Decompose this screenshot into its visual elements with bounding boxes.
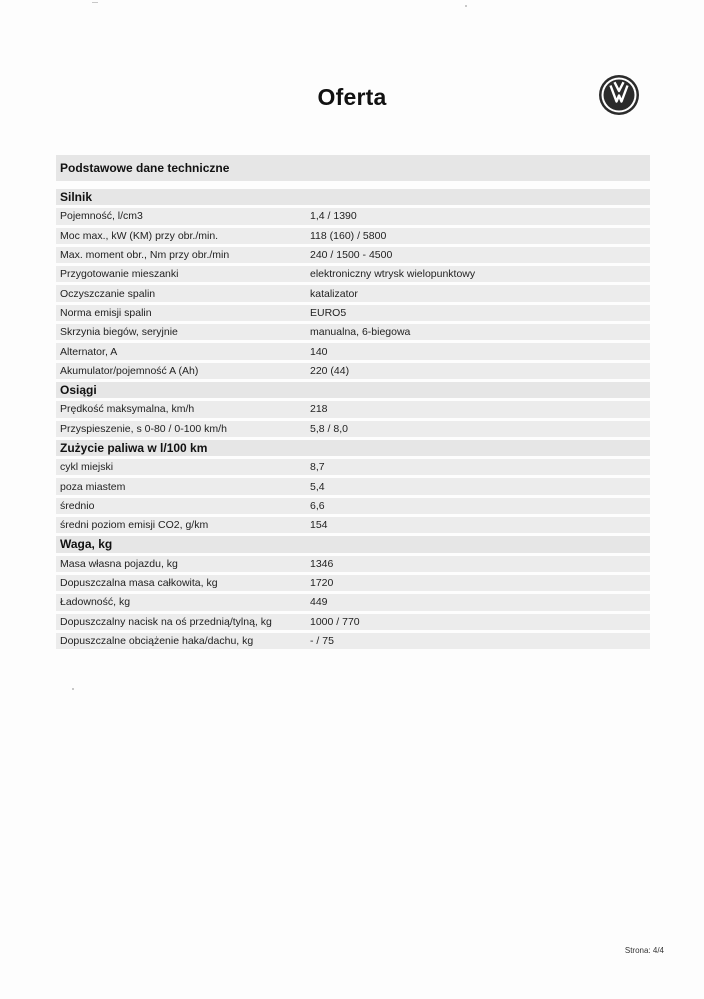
table-row: [56, 459, 650, 475]
spec-label: Dopuszczalne obciążenie haka/dachu, kg: [60, 634, 254, 647]
spec-value: 1720: [310, 577, 334, 590]
spec-label: Masa własna pojazdu, kg: [60, 557, 178, 570]
spec-table: [56, 155, 650, 652]
spec-label: średnio: [60, 499, 95, 512]
spec-value: 1000 / 770: [310, 615, 360, 628]
spec-value: 5,4: [310, 480, 325, 493]
spec-value: 220 (44): [310, 364, 350, 377]
spec-value: 5,8 / 8,0: [310, 422, 348, 435]
scan-speck: [72, 688, 74, 690]
spec-label: Moc max., kW (KM) przy obr./min.: [60, 229, 219, 242]
spec-value: 449: [310, 596, 328, 609]
table-row: [56, 324, 650, 340]
spec-label: Skrzynia biegów, seryjnie: [60, 326, 178, 339]
scan-speck: [92, 2, 98, 3]
table-row: [56, 633, 650, 649]
page-number: Strona: 4/4: [624, 946, 664, 955]
spec-label: średni poziom emisji CO2, g/km: [60, 519, 209, 532]
spec-value: EURO5: [310, 306, 347, 319]
spec-value: 118 (160) / 5800: [310, 229, 387, 242]
table-row: [56, 266, 650, 282]
spec-label: Ładowność, kg: [60, 596, 131, 609]
table-row: [56, 575, 650, 591]
spec-value: manualna, 6-biegowa: [310, 326, 411, 339]
spec-value: 1,4 / 1390: [310, 210, 357, 223]
spec-label: Pojemność, l/cm3: [60, 210, 143, 223]
table-row: [56, 305, 650, 321]
spec-value: 6,6: [310, 499, 325, 512]
spec-value: 1346: [310, 557, 334, 570]
section-title: Osiągi: [56, 382, 650, 398]
table-row: [56, 208, 650, 224]
spec-value: 154: [310, 519, 328, 532]
table-row: [56, 401, 650, 417]
section-title: Silnik: [56, 189, 650, 205]
scan-speck: [465, 5, 467, 7]
spec-label: Norma emisji spalin: [60, 306, 152, 319]
spec-value: 240 / 1500 - 4500: [310, 249, 393, 262]
table-row: [56, 228, 650, 244]
spec-label: Oczyszczanie spalin: [60, 287, 156, 300]
table-row: [56, 478, 650, 494]
page-title: Oferta: [317, 84, 387, 110]
spec-label: Przygotowanie mieszanki: [60, 268, 179, 281]
table-row: [56, 421, 650, 437]
table-row: [56, 498, 650, 514]
section-title: Waga, kg: [56, 536, 650, 552]
spec-value: 140: [310, 345, 328, 358]
spec-label: Dopuszczalna masa całkowita, kg: [60, 577, 218, 590]
table-header: Podstawowe dane techniczne: [56, 155, 650, 181]
table-row: [56, 285, 650, 301]
table-row: [56, 594, 650, 610]
table-row: [56, 517, 650, 533]
spec-label: Max. moment obr., Nm przy obr./min: [60, 249, 230, 262]
spec-value: 218: [310, 403, 328, 416]
table-row: [56, 363, 650, 379]
spec-label: Dopuszczalny nacisk na oś przednią/tylną, kg: [60, 615, 272, 628]
spec-value: 8,7: [310, 461, 325, 474]
table-row: [56, 556, 650, 572]
spec-value: elektroniczny wtrysk wielopunktowy: [310, 268, 476, 281]
spec-value: - / 75: [310, 634, 334, 647]
table-row: [56, 614, 650, 630]
spec-label: Alternator, A: [60, 345, 118, 358]
table-row: [56, 343, 650, 359]
spec-label: poza miastem: [60, 480, 126, 493]
spec-label: Przyspieszenie, s 0-80 / 0-100 km/h: [60, 422, 227, 435]
spec-label: Akumulator/pojemność A (Ah): [60, 364, 199, 377]
spec-value: katalizator: [310, 287, 358, 300]
section-title: Zużycie paliwa w l/100 km: [56, 440, 650, 456]
vw-logo-icon: [598, 74, 640, 116]
spec-label: Prędkość maksymalna, km/h: [60, 403, 195, 416]
spec-label: cykl miejski: [60, 461, 114, 474]
table-row: [56, 247, 650, 263]
